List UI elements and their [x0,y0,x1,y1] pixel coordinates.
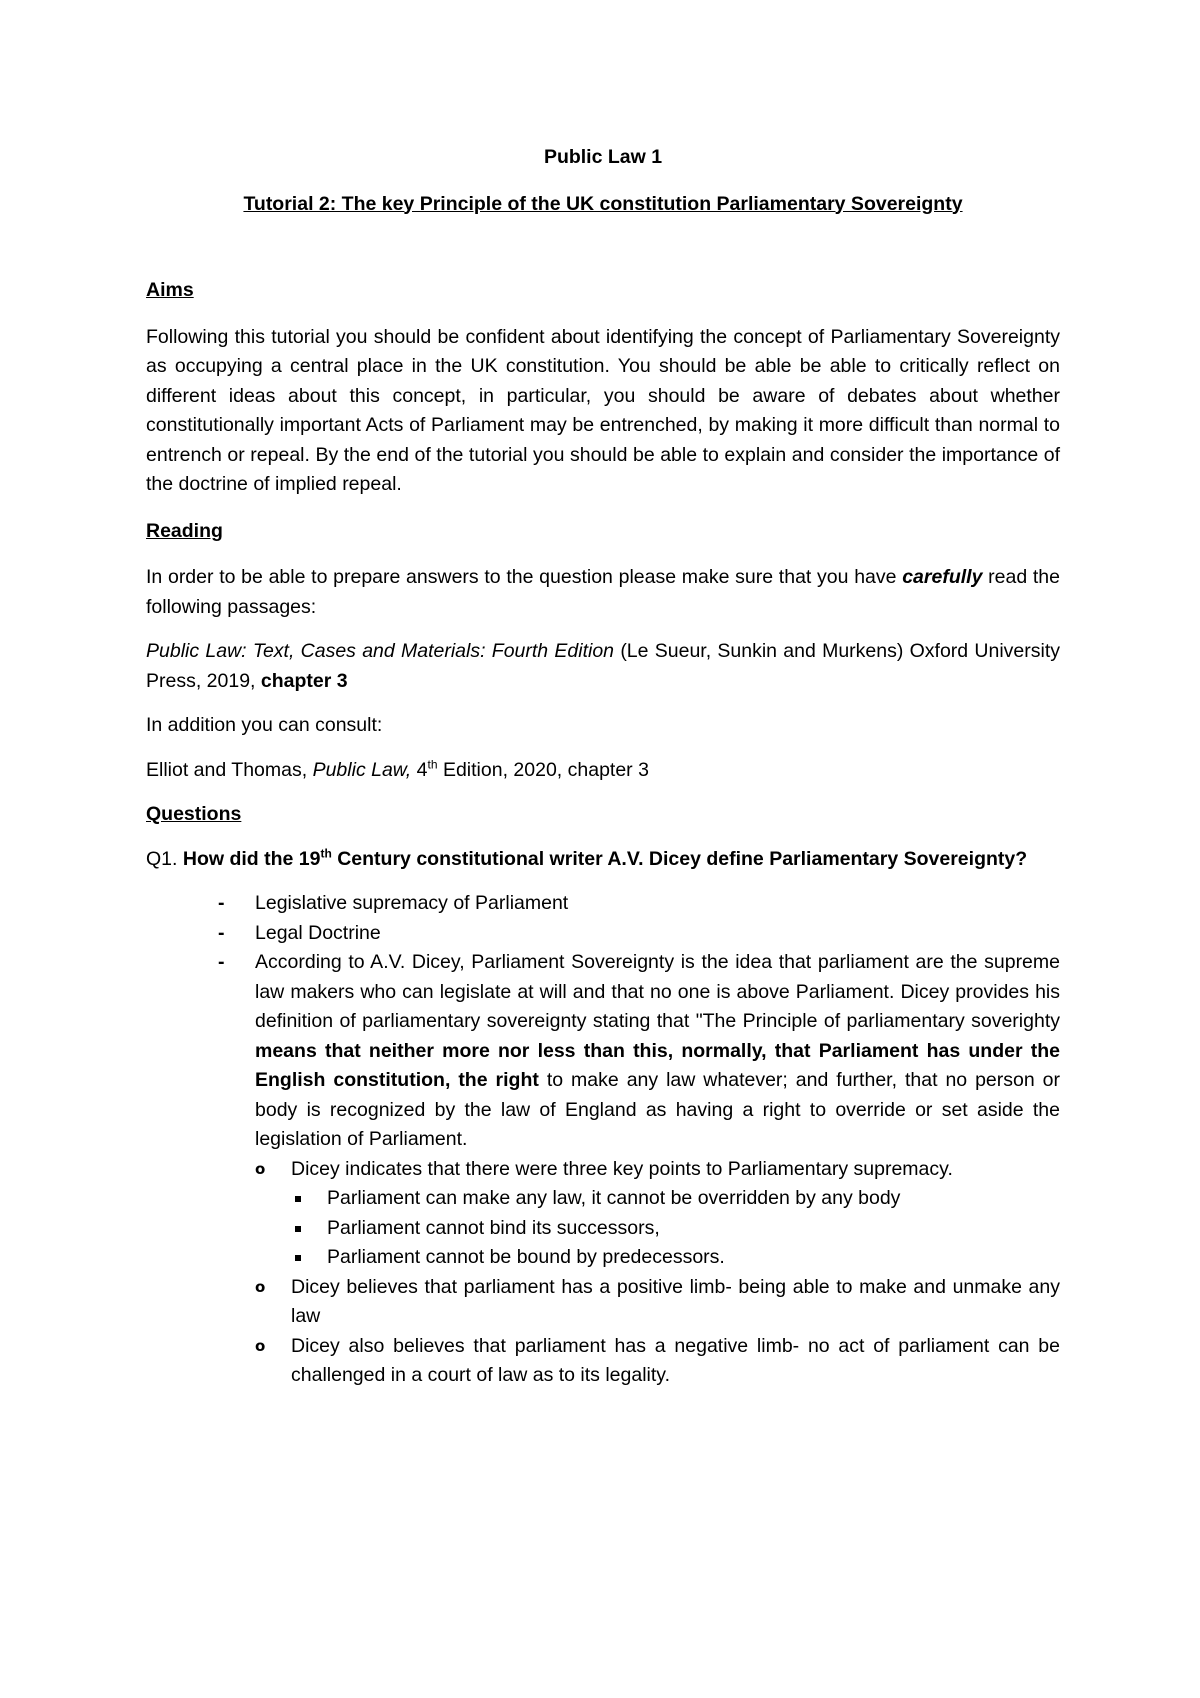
o-bullet: o [255,1336,266,1355]
dicey-definition-text: According to A.V. Dicey, Parliament Sovereignty is the idea that parliament are the supreme law makers who can legislate at will and that no one is above Parliament. Dicey provides his definition of parliamentary sovereignty stating that "The Principle of parliamentary soverighty [255,951,1060,1032]
question-1-label: Q1. [146,847,178,870]
dicey-definition-text-end: to make any law whatever; and further, that no person or body is recognized by the law of England as having a right to override or set aside the legislation of Parliament. [255,1069,1061,1150]
alt-edition-rest: Edition, 2020, chapter 3 [442,758,649,781]
answer-list [146,889,1060,1391]
sub-list-item [255,1155,1060,1273]
tutorial-subtitle: Tutorial 2: The key Principle of the UK constitution Parliamentary Sovereignty [243,192,963,215]
question-1 [146,845,1060,875]
sub-list-item [255,1332,1060,1391]
dash-bullet: - [218,951,225,973]
sub-list-item-text: Dicey believes that parliament has a positive limb- being able to make and unmake any law [291,1275,1060,1327]
question-1-text [183,848,1027,870]
list-item-text: Legislative supremacy of Parliament [255,892,569,914]
alt-authors: Elliot and Thomas, [146,758,308,781]
document-title: Public Law 1 [543,146,663,168]
book-chapter: chapter 3 [260,669,348,692]
o-bullet: o [255,1159,266,1178]
key-point-text: Parliament can make any law, it cannot be overridden by any body [327,1187,901,1209]
alt-edition-superscript: th [427,757,438,771]
book-title: Public Law: Text, Cases and Materials: Fourth Edition [146,640,615,662]
document-body [146,143,1060,1391]
square-bullet-icon [295,1196,301,1202]
book-authors: (Le Sueur, Sunkin and Murkens) Oxford University Press, 2019, [146,640,1061,692]
reading-intro-emphasis: carefully [902,566,983,588]
reading-intro [146,563,1060,622]
dicey-definition [255,948,1060,1155]
key-point-text: Parliament cannot bind its successors, [327,1216,660,1239]
alt-title: Public Law, [312,758,412,781]
aims-paragraph: Following this tutorial you should be confident about identifying the concept of Parliamentary Sovereignty as occupying a central place in the UK constitution. You should be able be able to critically reflect on different ideas about this concept, in particular, you should be aware of debates about whether constitutionally important Acts of Parliament may be entrenched, by making it more difficult than normal to entrench or repeal. By the end of the tutorial you should be able to explain and consider the importance of the doctrine of implied repeal. [146,325,1060,495]
list-item-text: Legal Doctrine [255,921,381,944]
sub-list [255,1155,1060,1391]
reading-primary-source [146,637,1060,696]
reading-secondary-source [146,756,1060,786]
question-1-text-a: How did the 19 [182,847,321,870]
square-bullet-icon [295,1226,301,1232]
sub-list-item [255,1273,1060,1332]
dash-bullet: - [218,921,225,944]
key-point [291,1214,1060,1244]
reading-heading: Reading [146,519,223,542]
reading-intro-text-end: read the following passages: [146,566,1060,618]
o-bullet: o [255,1277,266,1296]
alt-edition-number: 4 [416,758,428,781]
sub-list-item-text: Dicey also believes that parliament has a negative limb- no act of parliament can be challenged in a court of law as to its legality. [291,1334,1060,1386]
question-1-superscript: th [320,846,332,860]
sub-list-item-text: Dicey indicates that there were three key points to Parliamentary supremacy. [291,1157,953,1180]
key-point [291,1243,1060,1273]
key-points-list [291,1184,1060,1273]
questions-heading: Questions [146,803,242,825]
key-point-text: Parliament cannot be bound by predecessors. [327,1246,725,1268]
reading-addition: In addition you can consult: [146,714,383,736]
aims-heading: Aims [146,279,194,301]
dash-bullet: - [218,892,225,914]
key-point [291,1184,1060,1214]
question-1-text-b: Century constitutional writer A.V. Dicey define Parliamentary Sovereignty? [337,847,1028,870]
list-item [146,889,1060,919]
dicey-definition-emphasis: means that neither more nor less than this, normally, that Parliament has under the English constitution, the right [255,1039,1060,1091]
list-item [146,919,1060,949]
reading-intro-text: In order to be able to prepare answers to the question please make sure that you have [146,566,897,588]
square-bullet-icon [295,1255,301,1261]
list-item [146,948,1060,1391]
